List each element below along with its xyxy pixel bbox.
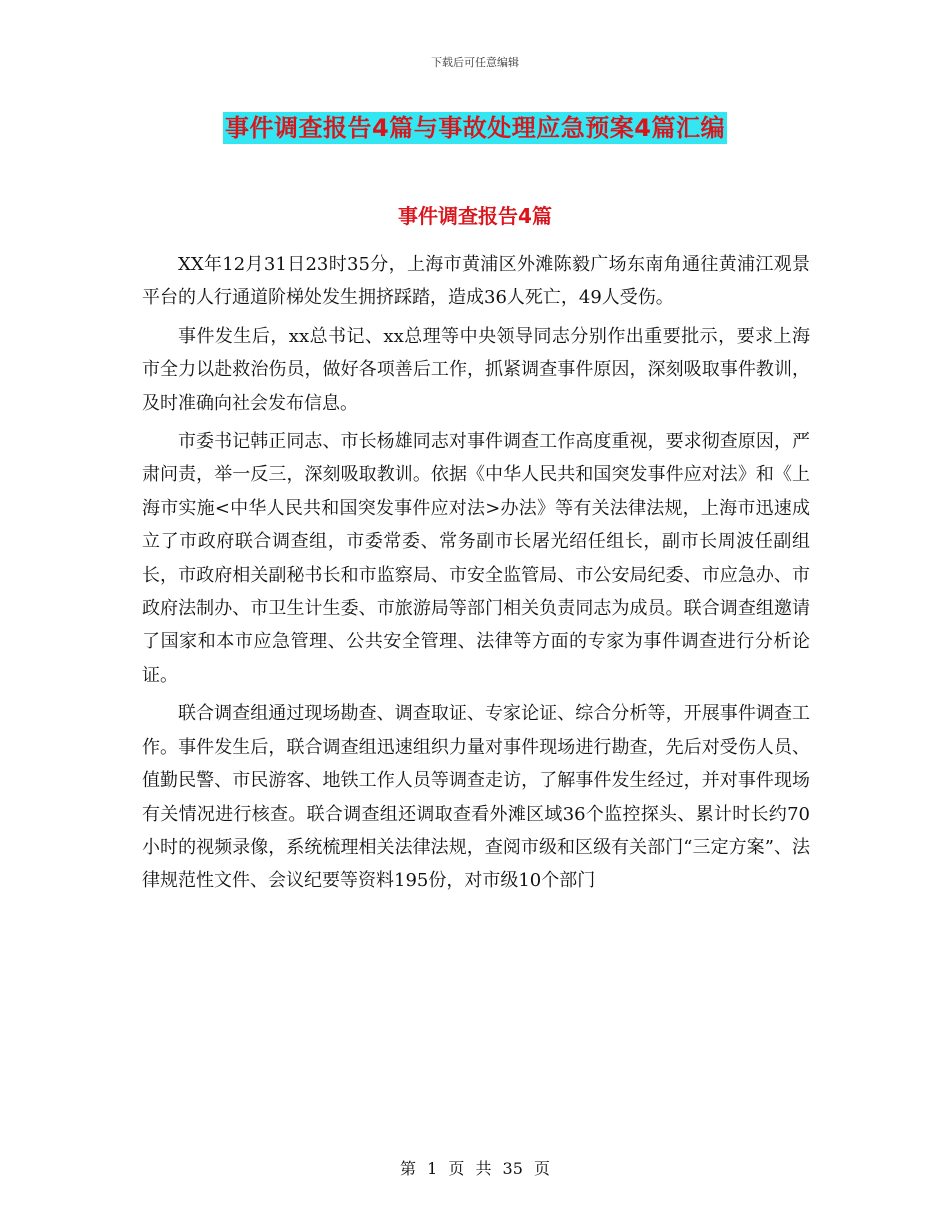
page-number: 第 1 页 共 35 页 — [400, 1159, 550, 1178]
document-title: 事件调查报告4篇与事故处理应急预案4篇汇编 — [225, 114, 725, 142]
body-text — [142, 248, 810, 903]
paragraph: 事件发生后，xx总书记、xx总理等中央领导同志分别作出重要批示，要求上海市全力以赴救治伤员，做好各项善后工作，抓紧调查事件原因，深刻吸取事件教训，及时准确向社会发布信息。 — [142, 325, 810, 414]
document-title-container — [0, 112, 950, 144]
paragraph: XX年12月31日23时35分，上海市黄浦区外滩陈毅广场东南角通往黄浦江观景平台的人行通道阶梯处发生拥挤踩踏，造成36人死亡，49人受伤。 — [142, 254, 810, 309]
paragraph: 市委书记韩正同志、市长杨雄同志对事件调查工作高度重视，要求彻查原因，严肃问责，举一反三，深刻吸取教训。依据《中华人民共和国突发事件应对法》和《上海市实施<中华人民共和国突发事件应对法>办法》等有关法律法规，上海市迅速成立了市政府联合调查组，市委常委、常务副市长屠光绍任组长，副市长周波任副组长，市政府相关副秘书长和市监察局、市安全监管局、市公安局纪委、市应急办、市政府法制办、市卫生计生委、市旅游局等部门相关负责同志为成员。联合调查组邀请了国家和本市应急管理、公共安全管理、法律等方面的专家为事件调查进行分析论证。 — [142, 431, 810, 686]
section-title: 事件调查报告4篇 — [398, 204, 552, 228]
paragraph: 联合调查组通过现场勘查、调查取证、专家论证、综合分析等，开展事件调查工作。事件发生后，联合调查组迅速组织力量对事件现场进行勘查，先后对受伤人员、值勤民警、市民游客、地铁工作人员等调查走访，了解事件发生经过，并对事件现场有关情况进行核查。联合调查组还调取查看外滩区域36个监控探头、累计时长约70小时的视频录像，系统梳理相关法律法规，查阅市级和区级有关部门“三定方案”、法律规范性文件、会议纪要等资料195份，对市级10个部门 — [142, 703, 810, 892]
header-note: 下载后可任意编辑 — [431, 56, 519, 69]
